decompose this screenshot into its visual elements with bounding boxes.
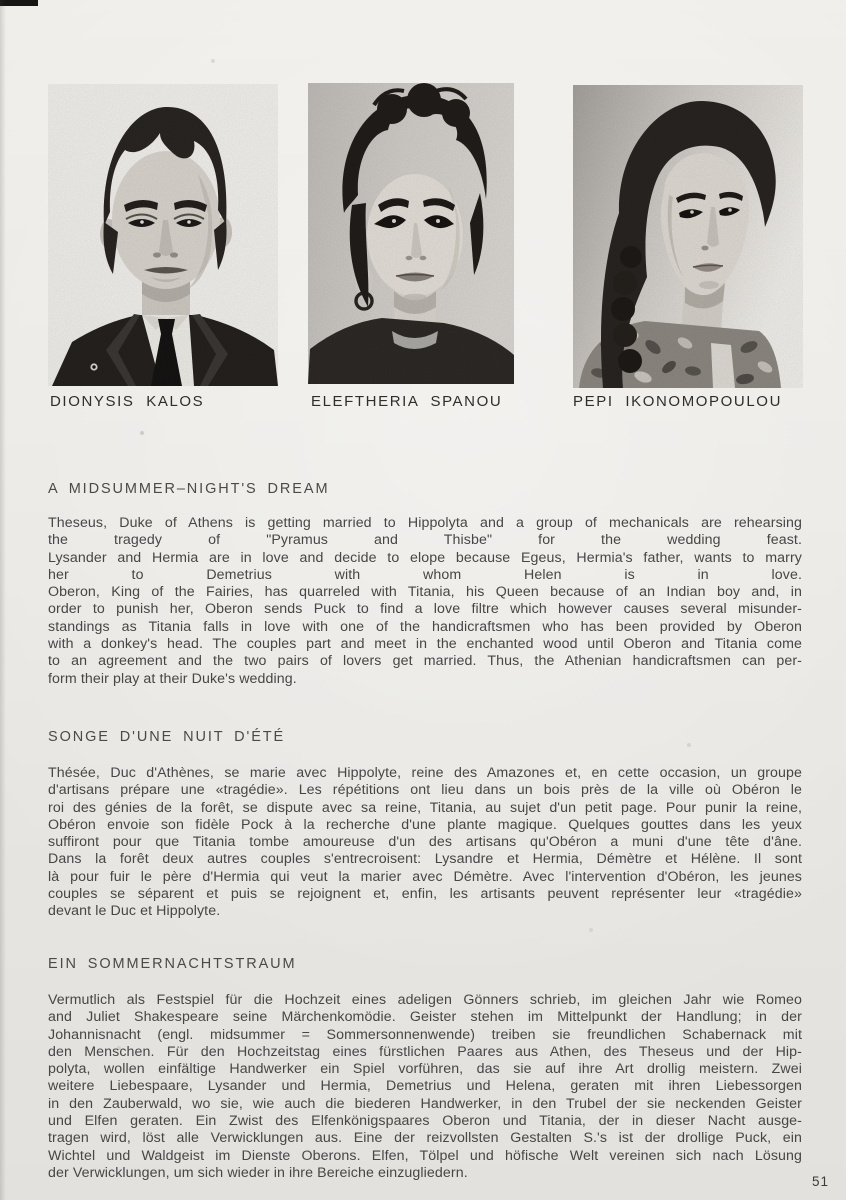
text-line: Lysander and Hermia are in love and decide to elope because Egeus, Hermia's father, wants to marry bbox=[48, 549, 802, 566]
text-line: Vermutlich als Festspiel für die Hochzeit eines adeligen Gönners schrieb, im gleichen Jahr wie Romeo bbox=[48, 992, 802, 1008]
section-body-german bbox=[48, 992, 802, 1182]
text-line: Obéron envoie son fidèle Pock à la recherche d'une plante magique. Quelques gouttes dans les yeux bbox=[48, 816, 802, 833]
text-line: polyta, wollen einfältige Handwerker ein Spiel vorführen, das sie auf ihre Art drollig meistern. Zwei bbox=[48, 1061, 802, 1078]
text-line: Theseus, Duke of Athens is getting married to Hippolyta and a group of mechanicals are rehearsing bbox=[48, 515, 802, 531]
text-line: den Menschen. Für den Hochzeitstag eines fürstlichen Paares aus Athen, des Theseus und der Hip- bbox=[48, 1043, 802, 1060]
text-line: form their play at their Duke's wedding. bbox=[48, 670, 297, 687]
text-line: to an agreement and the two pairs of lovers get married. Thus, the Athenian handicraftsmen can per- bbox=[48, 653, 802, 670]
section-german-synopsis bbox=[48, 956, 802, 1182]
portrait-woman-longhair-photo bbox=[573, 85, 803, 388]
text-line: tragen wird, löst alle Verwicklungen aus. Eine der reizvollsten Gestalten S.'s ist der drollige Puck, ein bbox=[48, 1130, 802, 1147]
text-line: with a donkey's head. The couples part and meet in the enchanted wood until Oberon and Titania come bbox=[48, 636, 802, 653]
text-line: her to Demetrius with whom Helen is in love. bbox=[48, 566, 802, 583]
text-line: Wichtel und Waldgeist im Dienste Oberons. Elfen, Tölpel und höfische Welt vereinen sich nach Lösung bbox=[48, 1147, 802, 1164]
text-line: devant le Duc et Hippolyte. bbox=[48, 903, 221, 920]
section-french-synopsis bbox=[48, 729, 802, 921]
portrait-woman-longhair-icon bbox=[573, 85, 803, 388]
text-line: d'artisans prépare une «tragédie». Les répétitions ont lieu dans un bois près de la ville où Obéron le bbox=[48, 782, 802, 799]
text-line: Johannisnacht (engl. midsummer = Sommersonnenwende) treiben sie freundlichen Schabernack mit bbox=[48, 1026, 802, 1043]
text-line: in den Zauberwald, wo sie, wie auch die biederen Handwerker, in den Trubel der sie neckenden Geister bbox=[48, 1095, 802, 1112]
text-line: couples se séparent et puis se rejoignent et, enfin, les artisants peuvent représenter leur «tragédie» bbox=[48, 886, 802, 903]
photo-caption-pepi-ikonomopoulou: PEPI IKONOMOPOULOU bbox=[573, 393, 782, 410]
section-heading-german: EIN SOMMERNACHTSTRAUM bbox=[48, 956, 297, 972]
text-line: Thésée, Duc d'Athènes, se marie avec Hippolyte, reine des Amazones et, en cette occasion, un groupe bbox=[48, 765, 802, 781]
section-heading-french: SONGE D'UNE NUIT D'ÉTÉ bbox=[48, 729, 286, 745]
text-line: der Verwicklungen, um sich wieder in ihre Bereiche einzugliedern. bbox=[48, 1164, 468, 1181]
portrait-man-suit-icon bbox=[48, 84, 278, 386]
text-line: order to punish her, Oberon sends Puck to find a love filtre which however causes several misunder- bbox=[48, 601, 802, 618]
text-line: weitere Liebespaare, Lysander und Hermia, Demetrius und Helena, geraten mit ihren Liebessorgen bbox=[48, 1078, 802, 1095]
text-line: the tragedy of "Pyramus and Thisbe" for the wedding feast. bbox=[48, 532, 802, 549]
text-line: Oberon, King of the Fairies, has quarreled with Titania, his Queen because of an Indian boy and, in bbox=[48, 584, 802, 601]
text-line: and Juliet Shakespeare seine Märchenkomödie. Geister stehen im Mittelpunkt der Handlung; in der bbox=[48, 1009, 802, 1026]
portrait-woman-updo-icon bbox=[308, 83, 514, 384]
section-english-synopsis bbox=[48, 481, 802, 688]
portrait-woman-updo-photo bbox=[308, 83, 514, 384]
text-line: und Elfen geraten. Ein Zwist des Elfenkönigspaares Oberon und Titania, der in dieser Nacht ausge- bbox=[48, 1113, 802, 1130]
section-heading-english: A MIDSUMMER–NIGHT'S DREAM bbox=[48, 481, 330, 497]
text-line: roi des génies de la forêt, se dispute avec sa reine, Titania, au sujet d'un petit page. Pour punir la reine, bbox=[48, 799, 802, 816]
portrait-man-suit-photo bbox=[48, 84, 278, 386]
page-number: 51 bbox=[812, 1174, 830, 1189]
text-line: là pour fuir le père d'Hermia qui veut la marier avec Démètre. Avec l'intervention d'Obéron, les jeunes bbox=[48, 868, 802, 885]
page-edge-shade bbox=[0, 0, 6, 1200]
text-line: Dans la forêt deux autres couples s'entrecroisent: Lysandre et Hermia, Démètre et Hélène. Il sont bbox=[48, 851, 802, 868]
photo-caption-dionysis-kalos: DIONYSIS KALOS bbox=[50, 393, 205, 410]
text-line: suffiront pour que Titania tombe amoureuse d'un des artisans qu'Obéron a muni d'une tête d'âne. bbox=[48, 834, 802, 851]
photo-caption-eleftheria-spanou: ELEFTHERIA SPANOU bbox=[311, 393, 503, 410]
section-body-french bbox=[48, 765, 802, 921]
text-line: standings as Titania falls in love with one of the handicraftsmen who has been provided by Oberon bbox=[48, 618, 802, 635]
section-body-english bbox=[48, 515, 802, 688]
scan-specks bbox=[0, 0, 2, 2]
